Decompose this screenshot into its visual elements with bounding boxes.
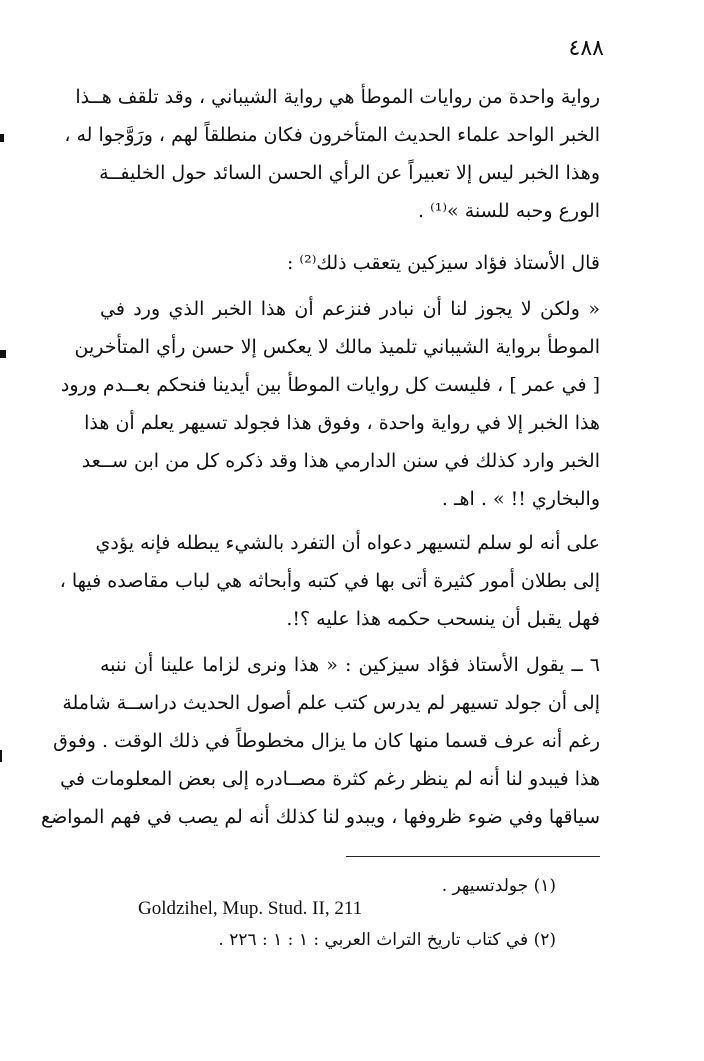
text-line: هذا فيبدو لنا أنه لم ينظر رغم كثرة مصــادره إلى بعض المعلومات في [60, 768, 600, 790]
paragraph-1 [64, 78, 600, 230]
text-line: الخبر الواحد علماء الحديث المتأخرون فكان منطلقاً لهم ، ورَوَّجوا له ، [64, 124, 600, 146]
text-line: الخبر وارد كذلك في سنن الدارمي هذا وقد ذكره كل من ابن ســعد [81, 450, 600, 472]
footnote-1: (١) جولدتسيهر . [441, 876, 556, 896]
text-line: إلى بطلان أمور كثيرة أتى بها في كتبه وأبحاثه هي لباب مقاصده فيها ، [59, 570, 600, 592]
text-line: على أنه لو سلم لتسيهر دعواه أن التفرد بالشيء يبطله فإنه يؤدي [95, 532, 600, 554]
text-line: « ولكن لا يجوز لنا أن نبادر فنزعم أن هذا الخبر الذي ورد في [100, 298, 600, 320]
text-line: رواية واحدة من روايات الموطأ هي رواية الشيباني ، وقد تلقف هــذا [75, 86, 600, 108]
text-line: قال الأستاذ فؤاد سيزكين يتعقب ذلك⁽²⁾ : [286, 252, 600, 274]
text-line: رغم أنه عرف قسما منها كان ما يزال مخطوطاً في ذلك الوقت . وفوق [53, 730, 600, 752]
paragraph-4 [59, 524, 600, 638]
paragraph-2 [100, 244, 600, 282]
page-number: ٤٨٨ [568, 36, 604, 61]
scan-edge-mark [0, 750, 2, 762]
text-line: فهل يقبل أن ينسحب حكمه هذا عليه ؟!. [286, 608, 600, 630]
scan-edge-mark [0, 134, 4, 142]
text-line: إلى أن جولد تسيهر لم يدرس كتب علم أصول الحديث دراســة شاملة [62, 692, 600, 714]
text-line: سياقها وفي ضوء ظروفها ، ويبدو لنا كذلك أنه لم يصب في فهم المواضع [41, 806, 600, 828]
footnote-1-reference: Goldzihel, Mup. Stud. II, 211 [138, 898, 363, 919]
text-line: الموطأ برواية الشيباني تلميذ مالك لا يعكس إلا حسن رأي المتأخرين [74, 336, 600, 358]
text-line: وهذا الخبر ليس إلا تعبيراً عن الرأي الحسن السائد حول الخليفــة [99, 162, 600, 184]
footnote-divider [346, 856, 600, 857]
text-line: [ في عمر ] ، فليست كل روايات الموطأ بين أيدينا فنحكم بعــدم ورود [60, 374, 600, 396]
paragraph-3-quote [60, 290, 600, 518]
paragraph-5 [41, 646, 600, 836]
scan-edge-mark [0, 350, 6, 358]
text-line: هذا الخبر إلا في رواية واحدة ، وفوق هذا فجولد تسيهر يعلم أن هذا [84, 412, 600, 434]
footnote-2: (٢) في كتاب تاريخ التراث العربي : ١ : ١ : ٢٢٦ . [218, 930, 556, 950]
text-line: الورع وحبه للسنة »⁽¹⁾ . [418, 200, 600, 222]
text-line: والبخاري !! » . اهـ . [441, 488, 600, 510]
text-line: ٦ ــ يقول الأستاذ فؤاد سيزكين : « هذا ونرى لزاما علينا أن ننبه [100, 654, 600, 676]
